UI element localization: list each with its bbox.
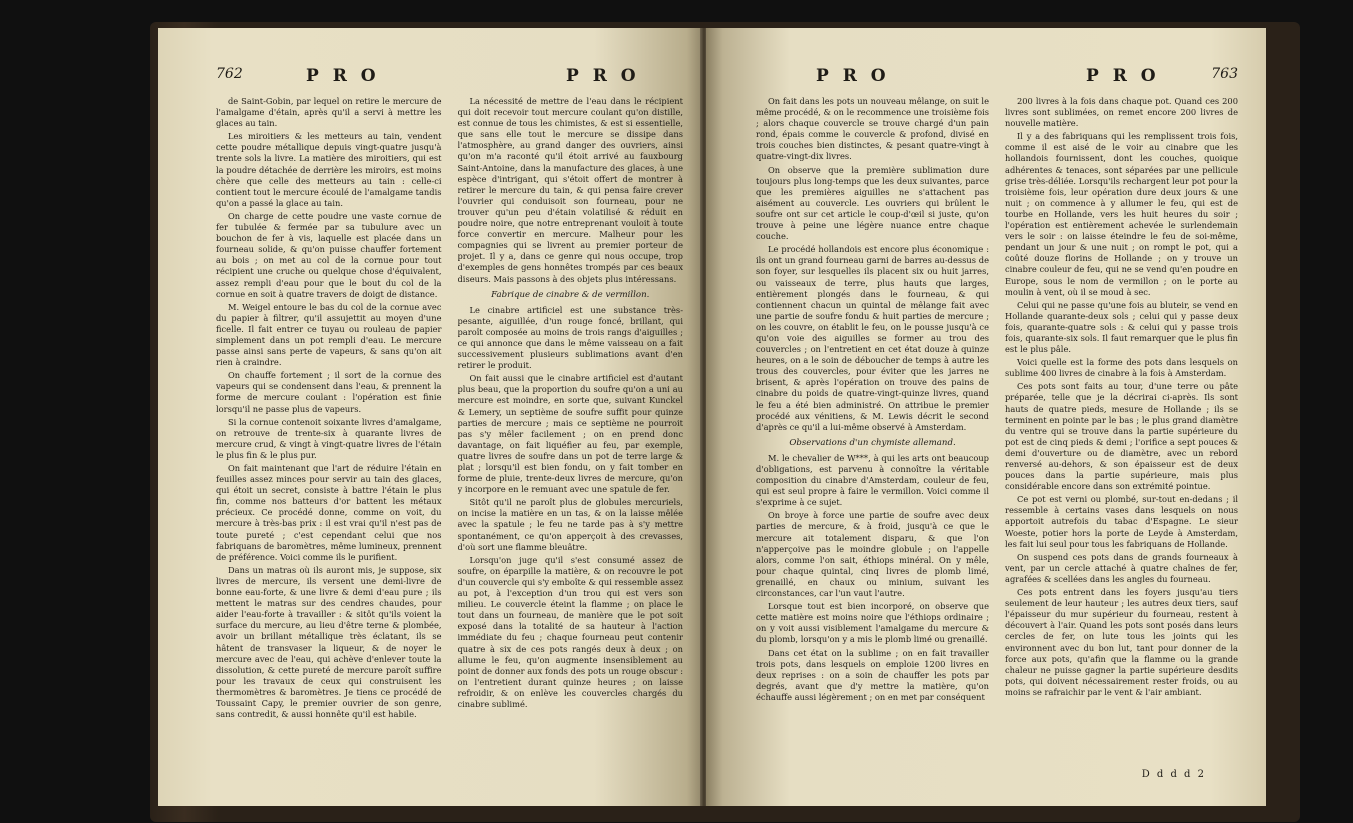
paragraph: On observe que la première sublimation dure toujours plus long-temps que les deux suivantes, parce que les premières aiguilles ne s'attachent pas aisément au couvercle. Les ouvriers qui brûlent le soufre ont sur cet article le coup-d'œil si juste, qu'on trouve à peine une légère nuance entre chaque couche. bbox=[756, 164, 989, 242]
paragraph: Le cinabre artificiel est une substance très-pesante, aiguillée, d'un rouge foncé, brillant, qui paroît composée au moins de trois rangs d'aiguilles ; ce qui annonce que dans le même vaisseau on a fait successivement plusieurs sublimations avant d'en retirer le produit. bbox=[457, 304, 683, 371]
left-page-number: 762 bbox=[216, 66, 243, 82]
right-running-head-2: P R O bbox=[1086, 66, 1160, 86]
left-running-head-2: P R O bbox=[566, 66, 640, 86]
right-column-2 bbox=[1005, 96, 1238, 705]
paragraph: On fait dans les pots un nouveau mêlange, on suit le même procédé, & on le recommence une troisième fois ; alors chaque couvercle se trouve chargé d'un pain rond, épais comme le couvercle & profond, divisé en trois couches bien distinctes, & pesant quatre-vingt à quatre-vingt-dix livres. bbox=[756, 96, 989, 162]
left-column-1 bbox=[216, 96, 442, 722]
paragraph: de Saint-Gobin, par lequel on retire le mercure de l'amalgame d'étain, après qu'il a servi à mettre les glaces au tain. bbox=[216, 96, 442, 129]
section-heading: Fabrique de cinabre & de vermillon. bbox=[491, 289, 650, 300]
paragraph: M. Weigel entoure le bas du col de la cornue avec du papier à filtrer, qu'il assujettit au moyen d'une ficelle. Il fait entrer ce tuyau ou rouleau de papier simplement dans un pot rempli d'eau. Le mercure passe ainsi sans perte de vapeurs, & sans qu'on ait rien à craindre. bbox=[216, 301, 442, 368]
right-column-1 bbox=[756, 96, 989, 705]
paragraph: Si la cornue contenoit soixante livres d'amalgame, on retrouve de trente-six à quarante livres de mercure crud, & vingt à vingt-quatre livres de l'étain le plus fin & le plus pur. bbox=[216, 416, 442, 460]
paragraph: On charge de cette poudre une vaste cornue de fer tubulée & fermée par sa tubulure avec un bouchon de fer à vis, laquelle est placée dans un fourneau solide, & qu'on puisse chauffer fortement au bois ; on met au col de la cornue pour tout récipient une cruche ou quelque chose d'équivalent, assez rempli d'eau pour que le bout du col de la cornue en soit à quatre travers de doigt de distance. bbox=[216, 210, 442, 299]
paragraph: On suspend ces pots dans de grands fourneaux à vent, par un cercle attaché à quatre chaînes de fer, agrafées & scellées dans les angles du fourneau. bbox=[1005, 551, 1238, 584]
paragraph: Ces pots sont faits au tour, d'une terre ou pâte préparée, telle que je la décrirai ci-après. Ils sont hauts de quatre pieds, mesure de Hollande ; ils se terminent en pointe par le bas ; le plus grand diamètre du ventre qui se trouve dans la partie supérieure du pot est de cinq pieds & demi ; l'orifice a sept pouces & demi d'ouverture ou de diamètre, avec un rebord renversé au-dehors, & son épaisseur est de deux pouces dans la partie supérieure, mais plus considérable encore dans son extrémité pointue. bbox=[1005, 381, 1238, 492]
paragraph: Dans un matras où ils auront mis, je suppose, six livres de mercure, ils versent une demi-livre de bonne eau-forte, & une livre & demi d'eau pure ; ils mettent le matras sur des cendres chaudes, pour aider l'eau-forte à travailler : & sitôt qu'ils voient la surface du mercure, au lieu d'être terne & plombée, avoir un brillant métallique très éclatant, ils se hâtent de transvaser la liqueur, & de noyer le mercure avec de l'eau, qui achève d'enlever toute la dissolution, & cette pureté de mercure paroît suffire pour les travaux de ceux qui construisent les thermomètres & baromètres. Je tiens ce procédé de Toussaint Capy, le premier ouvrier de son genre, sans contredit, & aussi honnête qu'il est habile. bbox=[216, 564, 442, 720]
paragraph: On fait aussi que le cinabre artificiel est d'autant plus beau, que la proportion du soufre qu'on a uni au mercure est moindre, en sorte que, suivant Kunckel & Lemery, un septième de soufre suffit pour quinze parties de mercure ; mais ce septième ne pourroit pas s'y mêler facilement ; on en prend donc davantage, on fait liquéfier au feu, par exemple, quatre livres de soufre dans un pot de terre large & plat ; lorsqu'il est bien fondu, on y fait tomber en forme de pluie, trente-deux livres de mercure, qu'on y incorpore en le remuant avec une spatule de fer. bbox=[457, 373, 683, 495]
signature-mark: D d d d 2 bbox=[1141, 769, 1206, 780]
paragraph: Ces pots entrent dans les foyers jusqu'au tiers seulement de leur hauteur ; les autres deux tiers, sauf l'épaisseur du mur supérieur du fourneau, restent à découvert à l'air. Quand les pots sont posés dans leurs cercles de fer, on lute tous les joints qui les environnent avec du bon lut, tant pour donner de la force aux pots, qu'afin que la flamme ou la grande chaleur ne puisse gagner la partie supérieure desdits pots, qui doivent nécessairement rester froids, ou au moins se rafraichir par le vent & l'air ambiant. bbox=[1005, 587, 1238, 697]
right-page bbox=[706, 28, 1266, 806]
paragraph: Celui qui ne passe qu'une fois au bluteir, se vend en Hollande quarante-deux sols ; celui qui y passe deux fois, quarante-quatre sols : & celui qui y passe trois fois, quarante-six sols. Il faut remarquer que le plus fin est le plus pâle. bbox=[1005, 299, 1238, 355]
paragraph: Lorsque tout est bien incorporé, on observe que cette matière est moins noire que l'éthiops ordinaire ; on y voit aussi visiblement l'amalgame du mercure & du plomb, lorsqu'on y a mis le plomb limé ou grenaillé. bbox=[756, 601, 989, 645]
paragraph: M. le chevalier de W***, à qui les arts ont beaucoup d'obligations, est parvenu à connoître la véritable composition du cinabre d'Amsterdam, couleur de feu, qui est seul propre à faire le vermillon. Voici comme il s'exprime à ce sujet. bbox=[756, 452, 989, 508]
paragraph: Lorsqu'on juge qu'il s'est consumé assez de soufre, on éparpille la matière, & on recouvre le pot d'un couvercle qui s'y emboîte & qui ressemble assez au pot, à l'exception d'un trou qui est vers son milieu. Le couvercle éteint la flamme ; on place le tout dans un fourneau, de manière que le pot soit exposé dans la totalité de sa hauteur à l'action immédiate du feu ; chaque fourneau peut contenir quatre à six de ces pots rangés deux à deux ; on allume le feu, qu'on augmente insensiblement au point de donner aux fonds des pots un rouge obscur : on l'entretient durant quinze heures ; on laisse refroidir, & on enlève les couvercles chargés du cinabre sublimé. bbox=[457, 554, 683, 709]
paragraph: 200 livres à la fois dans chaque pot. Quand ces 200 livres sont sublimées, on remet encore 200 livres de nouvelle matière. bbox=[1005, 96, 1238, 129]
left-column-2 bbox=[458, 96, 684, 722]
paragraph: Il y a des fabriquans qui les remplissent trois fois, comme il est aisé de le voir au cinabre que les hollandois fournissent, dont les couches, quoique adhérentes & tenaces, sont séparées par une pellicule grise très-déliée. Lorsqu'ils rechargent leur pot pour la troisième fois, leur opération dure deux jours & une nuit ; on commence à y allumer le feu, qui est de tourbe en Hollande, vers les huit heures du soir ; l'opération est entièrement achevée le surlendemain vers le soir : on laisse éteindre le feu de soi-même, pendant un jour & une nuit ; on rompt le pot, qui a coûté douze florins de Hollande ; on y trouve un cinabre couleur de feu, qui ne se vend qu'en poudre en Europe, sous le nom de vermillon ; on le porte au moulin à vent, où il se moud à sec. bbox=[1005, 131, 1238, 297]
paragraph: On broye à force une partie de soufre avec deux parties de mercure, & à froid, jusqu'à ce que le mercure ait totalement disparu, & que l'on n'apperçoive pas le moindre globule ; on l'appelle alors, comme l'on sait, éthiops minéral. On y mêle, pour chaque quintal, cinq livres de plomb limé, grenaillé, en chaux ou minium, suivant les circonstances, car l'un vaut l'autre. bbox=[756, 510, 989, 599]
left-page-header bbox=[216, 66, 683, 96]
paragraph: Le procédé hollandois est encore plus économique : ils ont un grand fourneau garni de barres au-dessus de son foyer, sur lesquelles ils placent six ou huit jarres, ou vaisseaux de terre, plus hauts que larges, entièrement plongés dans le fourneau, & qui contiennent chacun un quintal de mêlange fait avec une partie de soufre fondu & huit parties de mercure ; on les couvre, on établit le feu, on le pousse jusqu'à ce qu'on voie des aiguilles se former au trou des couvercles ; on l'entretient en cet état douze à quinze heures, on a le soin de déboucher de temps à autre les trous des couvercles, pour éviter que les jarres ne brisent, & après l'opération on trouve des pains de cinabre du poids de quatre-vingt-quinze livres, quand le feu a été bien administré. On attribue le premier procédé aux vénitiens, & M. Lewis décrit le second d'après ce qu'il a lui-même observé à Amsterdam. bbox=[756, 244, 989, 432]
paragraph: On chauffe fortement ; il sort de la cornue des vapeurs qui se condensent dans l'eau, & prennent la forme de mercure coulant : l'opération est finie lorsqu'il ne passe plus de vapeurs. bbox=[216, 370, 442, 414]
right-page-columns bbox=[756, 96, 1238, 705]
section-heading: Observations d'un chymiste allemand. bbox=[789, 437, 956, 448]
right-page-number: 763 bbox=[1211, 66, 1238, 82]
paragraph: La nécessité de mettre de l'eau dans le récipient qui doit recevoir tout mercure coulant qu'on distille, est connue de tous les chimistes, & est si essentielle, que sans elle tout le mercure se dissipe dans l'atmosphère, au grand danger des ouvriers, ainsi qu'on m'a raconté qu'il étoit arrivé au fauxbourg Saint-Antoine, dans la manufacture des glaces, à une espèce d'intrigant, qui s'étoit offert de montrer à retirer le mercure du tain, & qui pensa faire crever l'ouvrier qui conduisoit son fourneau, pour ne trouver qu'un peu d'étain volatilisé & réduit en poudre noire, que notre entreprenant vouloit à toute force convertir en mercure. Malheur pour les compagnies qui se livrent au premier porteur de projet. Il y a, dans ce genre qui nous occupe, trop d'exemples de gens honnêtes trompés par ces beaux diseurs. Mais passons à des objets plus intéressans. bbox=[457, 96, 683, 284]
paragraph: Les miroitiers & les metteurs au tain, vendent cette poudre métallique depuis vingt-quatre jusqu'à trente sols la livre. La matière des miroitiers, qui est la poudre détachée de derrière les miroirs, est moins chère que celle des metteurs au tain : celle-ci contient tout le mercure écoulé de l'amalgame tandis qu'on a passé la glace au tain. bbox=[216, 131, 442, 208]
paragraph: On fait maintenant que l'art de réduire l'étain en feuilles assez minces pour servir au tain des glaces, qui étoit un secret, consiste à battre l'étain le plus fin, comme nos batteurs d'or battent les métaux précieux. Ce procédé donne, comme on voit, du mercure à très-bas prix : il est vrai qu'il n'est pas de toute pureté ; c'est cependant celui que nos fabriquans de baromètres, même lumineux, prennent de préférence. Voici comme ils le purifient. bbox=[216, 463, 442, 562]
left-page bbox=[158, 28, 703, 806]
paragraph: Voici quelle est la forme des pots dans lesquels on sublime 400 livres de cinabre à la fois à Amsterdam. bbox=[1005, 357, 1238, 379]
left-page-columns bbox=[216, 96, 683, 722]
right-running-head: P R O bbox=[816, 66, 890, 86]
right-page-header bbox=[756, 66, 1238, 96]
paragraph: Dans cet état on la sublime ; on en fait travailler trois pots, dans lesquels on emploie 1200 livres en deux reprises : on a soin de chauffer les pots par degrés, avant que d'y mettre la matière, qu'on échauffe aussi légèrement ; on en met par conséquent bbox=[756, 647, 989, 702]
left-running-head: P R O bbox=[306, 66, 380, 86]
paragraph: Ce pot est verni ou plombé, sur-tout en-dedans ; il ressemble à certains vases dans lesquels on nous apportoit autrefois du tabac d'Espagne. Le sieur Woeste, potier hors la porte de Leyde à Amsterdam, les fait lui seul pour tous les fabriquans de Hollande. bbox=[1005, 494, 1238, 549]
paragraph: Sitôt qu'il ne paroît plus de globules mercuriels, on incise la matière en un tas, & on la laisse mêlée avec la spatule ; le feu ne tarde pas à s'y mettre spontanément, ce qu'on apperçoit à des crevasses, d'où sort une flamme bleuâtre. bbox=[457, 497, 683, 552]
